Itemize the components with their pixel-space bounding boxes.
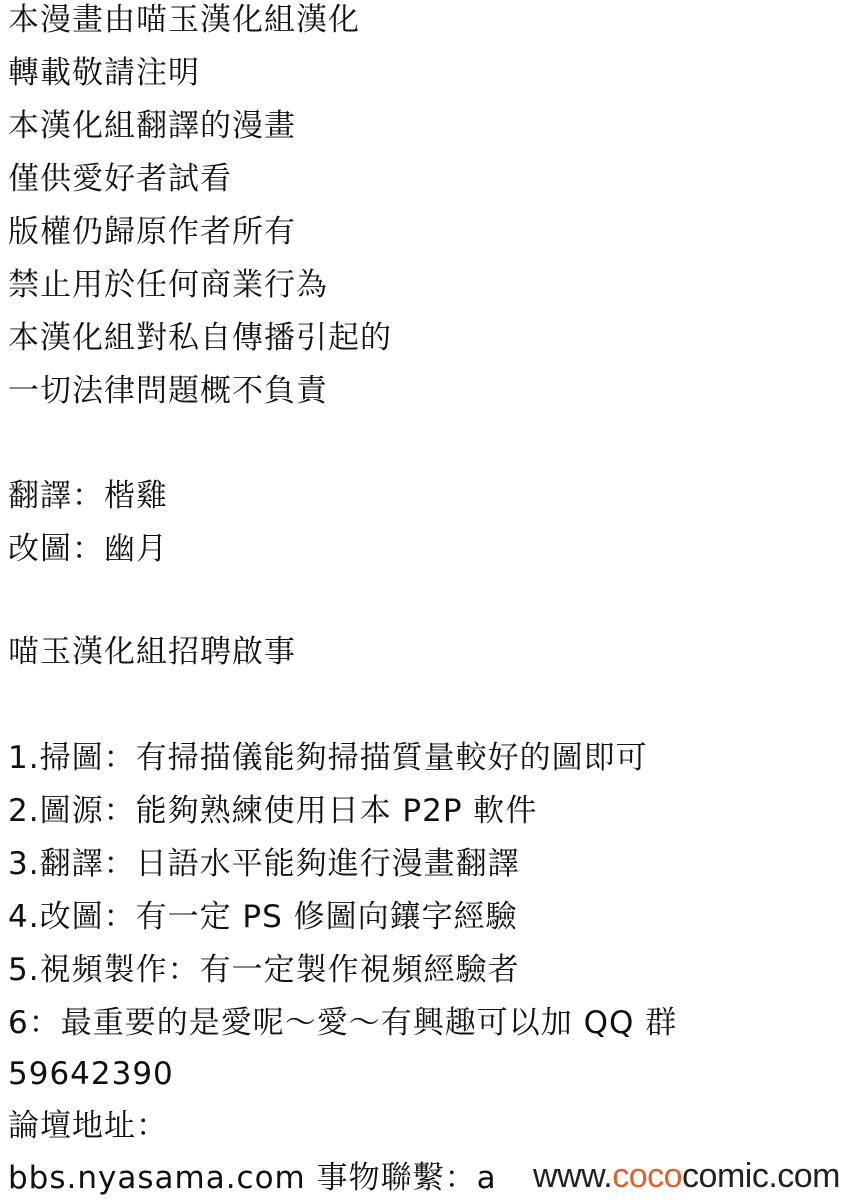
recruit-item-6: 6：最重要的是愛呢～愛～有興趣可以加 QQ 群 xyxy=(8,1005,678,1041)
watermark-prefix: www. xyxy=(532,1157,613,1195)
recruit-item-5: 5.視頻製作：有一定製作視頻經驗者 xyxy=(8,952,520,988)
notice-line-2: 轉載敬請注明 xyxy=(8,55,200,91)
watermark-brand: coco xyxy=(612,1157,683,1195)
notice-line-4: 僅供愛好者試看 xyxy=(8,161,232,197)
credit-translation: 翻譯：楷雞 xyxy=(8,478,168,514)
notice-line-5: 版權仍歸原作者所有 xyxy=(8,214,296,250)
recruit-item-2: 2.圖源：能夠熟練使用日本 P2P 軟件 xyxy=(8,793,538,829)
credit-editing: 改圖：幽月 xyxy=(8,531,168,567)
notice-line-1: 本漫畫由喵玉漢化組漢化 xyxy=(8,2,360,38)
recruit-item-3: 3.翻譯：日語水平能夠進行漫畫翻譯 xyxy=(8,846,520,882)
qq-group-number: 59642390 xyxy=(8,1056,174,1092)
forum-address-line: bbs.nyasama.com 事物聯繫：a xyxy=(8,1160,497,1196)
notice-line-3: 本漢化組翻譯的漫畫 xyxy=(8,108,296,144)
recruit-item-1: 1.掃圖：有掃描儀能夠掃描質量較好的圖即可 xyxy=(8,740,648,776)
recruit-item-4: 4.改圖：有一定 PS 修圖向鑲字經驗 xyxy=(8,899,518,935)
notice-line-7: 本漢化組對私自傳播引起的 xyxy=(8,320,392,356)
recruit-title: 喵玉漢化組招聘啟事 xyxy=(8,634,296,670)
forum-label: 論壇地址： xyxy=(8,1108,168,1144)
watermark-suffix: comic.com xyxy=(682,1157,840,1195)
notice-line-8: 一切法律問題概不負責 xyxy=(8,373,328,409)
watermark-logo xyxy=(533,1156,840,1196)
notice-line-6: 禁止用於任何商業行為 xyxy=(8,267,328,303)
